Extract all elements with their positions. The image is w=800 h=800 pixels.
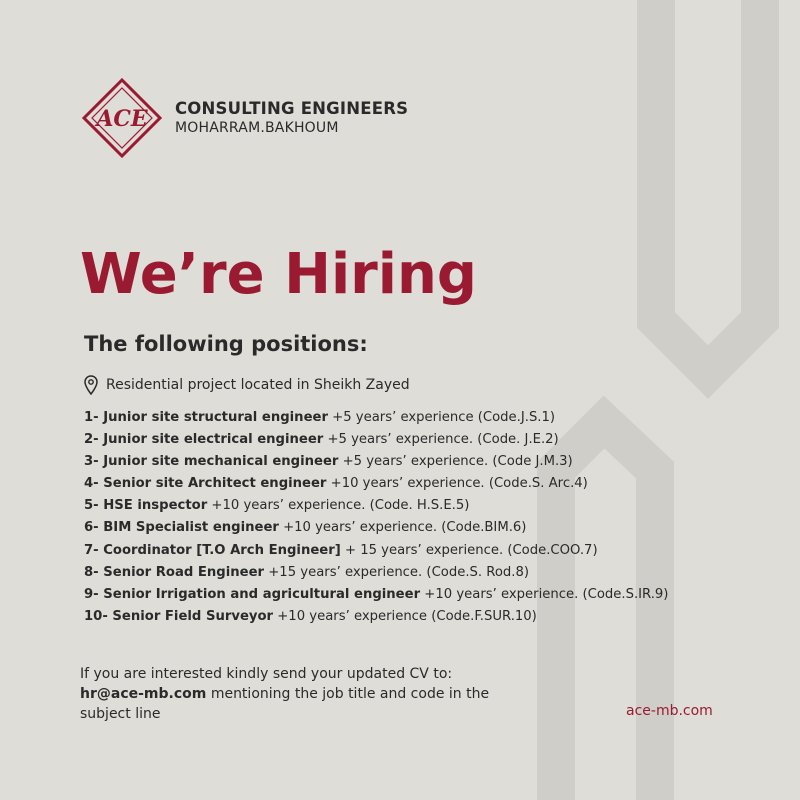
position-item: 6- BIM Specialist engineer +10 years’ experience. (Code.BIM.6)	[84, 520, 527, 536]
position-item: 5- HSE inspector +10 years’ experience. (Code. H.S.E.5)	[84, 498, 470, 514]
positions-list	[84, 407, 668, 628]
location-text: Residential project located in Sheikh Zayed	[106, 377, 410, 393]
instructions-line: subject line	[80, 706, 161, 722]
location-pin-icon	[84, 375, 98, 395]
position-item: 3- Junior site mechanical engineer +5 years’ experience. (Code J.M.3)	[84, 454, 573, 470]
headline: We’re Hiring	[80, 242, 477, 307]
position-item: 8- Senior Road Engineer +15 years’ experience. (Code.S. Rod.8)	[84, 564, 530, 580]
application-instructions	[80, 664, 489, 724]
svg-text:ACE: ACE	[96, 106, 148, 132]
website-link[interactable]: ace-mb.com	[626, 703, 713, 719]
brand-name	[175, 99, 408, 138]
position-item: 1- Junior site structural engineer +5 years’ experience (Code.J.S.1)	[84, 410, 556, 425]
position-item: 10- Senior Field Surveyor +10 years’ experience (Code.F.SUR.10)	[84, 608, 537, 624]
position-item: 9- Senior Irrigation and agricultural engineer +10 years’ experience. (Code.S.IR.9)	[84, 586, 669, 602]
position-item: 2- Junior site electrical engineer +5 years’ experience. (Code. J.E.2)	[84, 432, 559, 448]
positions-heading: The following positions:	[84, 332, 368, 356]
position-item: 4- Senior site Architect engineer +10 years’ experience. (Code.S. Arc.4)	[84, 476, 588, 492]
location	[84, 374, 410, 396]
brand-subtitle: MOHARRAM.BAKHOUM	[175, 120, 339, 136]
position-item: 7- Coordinator [T.O Arch Engineer] + 15 years’ experience. (Code.COO.7)	[84, 542, 598, 558]
brand-title: CONSULTING ENGINEERS	[175, 99, 409, 118]
instructions-line: If you are interested kindly send your updated CV to:	[80, 666, 453, 682]
instructions-line: hr@ace-mb.com mentioning the job title and code in the	[80, 686, 490, 702]
company-logo	[82, 78, 162, 158]
email-link[interactable]: hr@ace-mb.com	[80, 686, 207, 702]
